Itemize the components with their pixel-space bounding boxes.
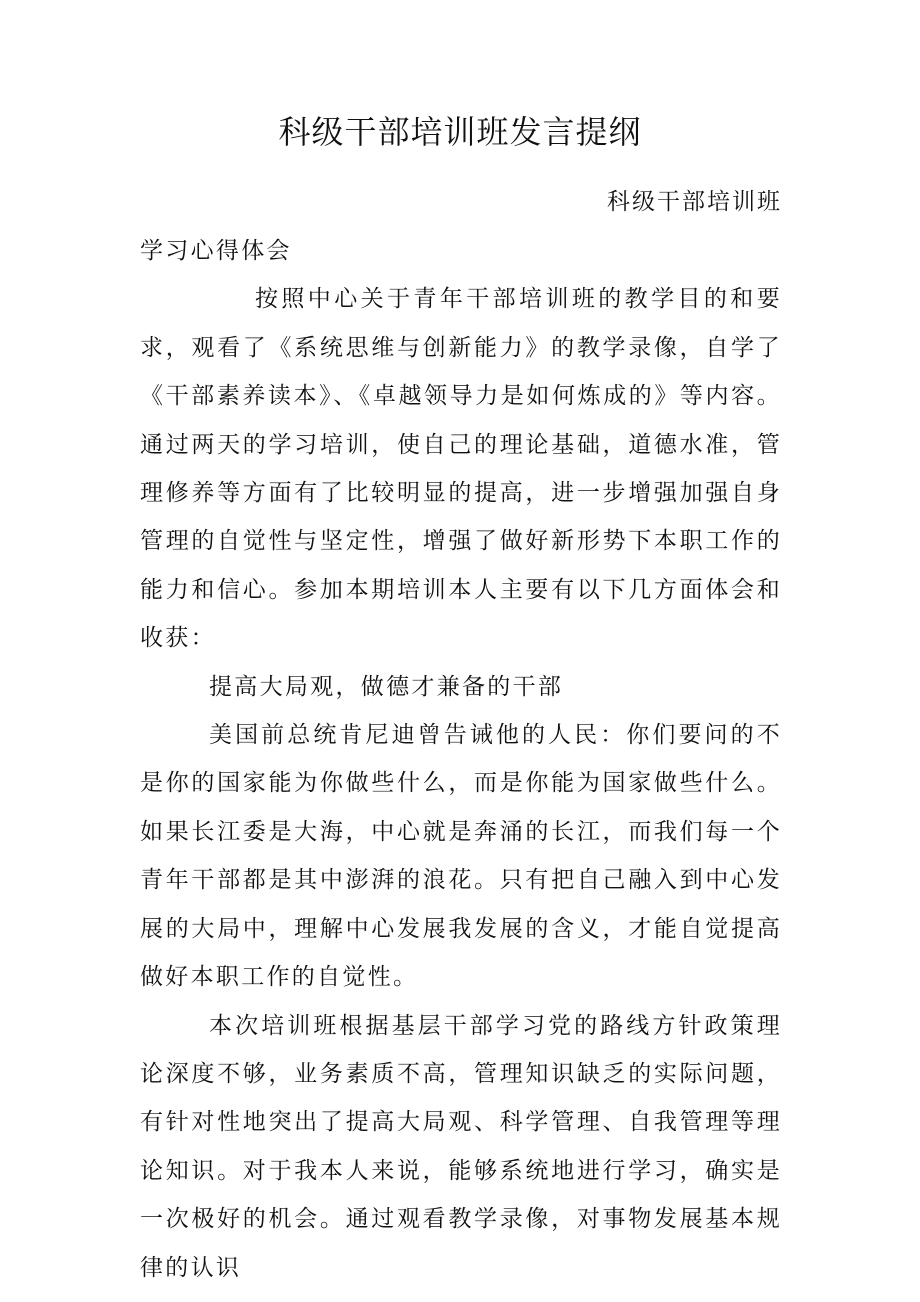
document-subtitle: 科级干部培训班: [607, 189, 782, 215]
paragraph: 本次培训班根据基层干部学习党的路线方针政策理论深度不够，业务素质不高，管理知识缺乏的实际问题，有针对性地突出了提高大局观、科学管理、自我管理等理论知识。对于我本人来说，能够系统地进行学习，确实是一次极好的机会。通过观看教学录像，对事物发展基本规律的认识: [140, 1012, 782, 1281]
section-heading: 提高大局观，做德才兼备的干部: [209, 673, 564, 700]
document-title: 科级干部培训班发言提纲: [278, 113, 642, 151]
paragraph: 按照中心关于青年干部培训班的教学目的和要求，观看了《系统思维与创新能力》的教学录像，自学了《干部素养读本》、《卓越领导力是如何炼成的》等内容。通过两天的学习培训，使自己的理论基础，道德水准，管理修养等方面有了比较明显的提高，进一步增强加强自身管理的自觉性与坚定性，增强了做好新形势下本职工作的能力和信心。参加本期培训本人主要有以下几方面体会和收获：: [140, 286, 782, 652]
document-body: [140, 227, 782, 1292]
paragraph-heading: 学习心得体会: [140, 238, 292, 264]
paragraph: 美国前总统肯尼迪曾告诫他的人民：你们要问的不是你的国家能为你做些什么，而是你能为国家做些什么。如果长江委是大海，中心就是奔涌的长江，而我们每一个青年干部都是其中澎湃的浪花。只有把自己融入到中心发展的大局中，理解中心发展我发展的含义，才能自觉提高做好本职工作的自觉性。: [140, 722, 782, 991]
